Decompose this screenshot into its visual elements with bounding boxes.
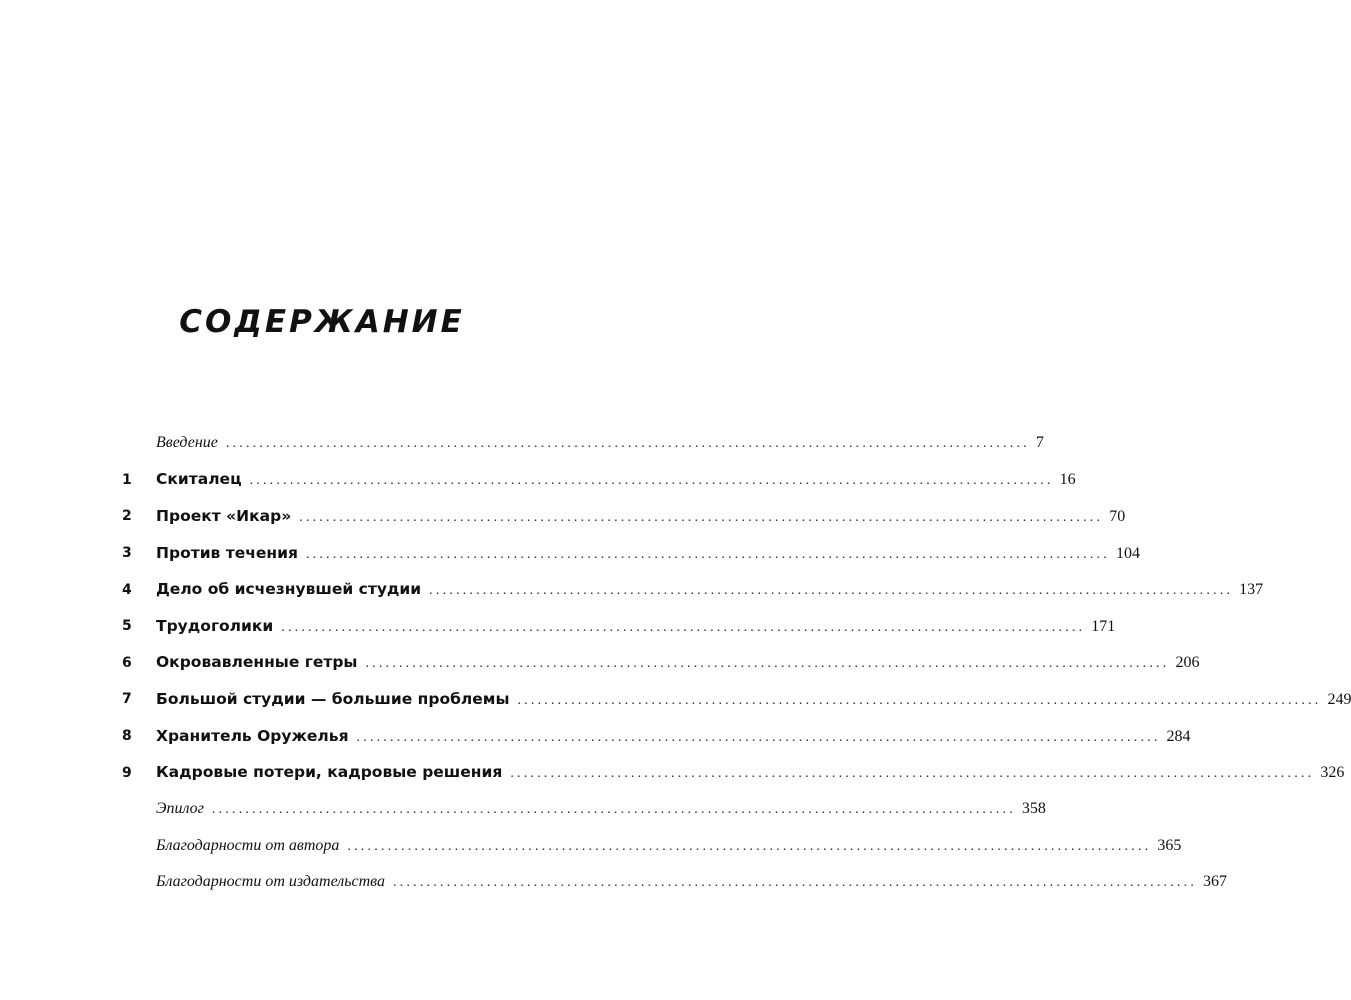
dot-leader: ........................................................................................................................ bbox=[510, 766, 1315, 782]
dot-leader: ........................................................................................................................ bbox=[365, 656, 1170, 672]
toc-entry[interactable] bbox=[122, 828, 1182, 865]
entry-title: Благодарности от автора bbox=[156, 836, 340, 854]
toc-entry[interactable] bbox=[122, 535, 1140, 572]
page-number: 7 bbox=[1035, 434, 1044, 452]
dot-leader: ........................................................................................................................ bbox=[249, 473, 1054, 489]
entry-title: Большой студии — большие проблемы bbox=[156, 689, 510, 708]
toc-entry[interactable] bbox=[122, 498, 1126, 535]
toc-entry[interactable] bbox=[122, 462, 1076, 499]
dot-leader: ........................................................................................................................ bbox=[347, 838, 1152, 854]
dot-leader: ........................................................................................................................ bbox=[281, 619, 1086, 635]
page-number: 104 bbox=[1115, 544, 1140, 562]
page-number: 249 bbox=[1327, 690, 1351, 708]
page-title: СОДЕРЖАНИЕ bbox=[179, 304, 465, 340]
toc-entry[interactable] bbox=[122, 608, 1116, 645]
chapter-number: 8 bbox=[122, 728, 132, 745]
entry-title: Эпилог bbox=[156, 800, 204, 818]
page-number: 70 bbox=[1109, 507, 1126, 525]
entry-title: Проект «Икар» bbox=[156, 506, 292, 525]
page-number: 358 bbox=[1021, 800, 1046, 818]
page-number: 326 bbox=[1320, 764, 1345, 782]
chapter-number: 3 bbox=[122, 545, 132, 562]
chapter-number: 9 bbox=[122, 764, 132, 781]
toc-entry[interactable] bbox=[122, 791, 1046, 828]
dot-leader: ........................................................................................................................ bbox=[393, 875, 1198, 891]
page-number: 284 bbox=[1166, 727, 1191, 745]
chapter-number: 4 bbox=[122, 581, 132, 598]
page-number: 365 bbox=[1157, 836, 1182, 854]
toc-entry[interactable] bbox=[122, 864, 1228, 901]
toc-entry[interactable] bbox=[122, 645, 1200, 682]
entry-title: Скиталец bbox=[156, 470, 242, 489]
page-number: 171 bbox=[1091, 617, 1116, 635]
entry-title: Трудоголики bbox=[156, 616, 274, 635]
page-number: 137 bbox=[1239, 581, 1264, 599]
dot-leader: ........................................................................................................................ bbox=[299, 509, 1104, 525]
page-number: 206 bbox=[1175, 654, 1200, 672]
chapter-number: 7 bbox=[122, 691, 132, 708]
toc-entry[interactable] bbox=[122, 425, 1044, 462]
entry-title: Введение bbox=[156, 434, 218, 452]
chapter-number: 2 bbox=[122, 508, 132, 525]
dot-leader: ........................................................................................................................ bbox=[305, 546, 1110, 562]
dot-leader: ........................................................................................................................ bbox=[429, 583, 1234, 599]
toc-entry[interactable] bbox=[122, 718, 1191, 755]
page-number: 367 bbox=[1203, 873, 1228, 891]
toc-entry[interactable] bbox=[122, 754, 1345, 791]
page-number: 16 bbox=[1059, 471, 1076, 489]
entry-title: Благодарности от издательства bbox=[156, 873, 386, 891]
chapter-number: 6 bbox=[122, 654, 132, 671]
dot-leader: ........................................................................................................................ bbox=[211, 802, 1016, 818]
entry-title: Хранитель Оружелья bbox=[156, 726, 349, 745]
chapter-number: 5 bbox=[122, 618, 132, 635]
dot-leader: ........................................................................................................................ bbox=[356, 729, 1161, 745]
table-of-contents bbox=[122, 425, 1351, 901]
dot-leader: ........................................................................................................................ bbox=[225, 436, 1030, 452]
entry-title: Дело об исчезнувшей студии bbox=[156, 580, 422, 599]
entry-title: Кадровые потери, кадровые решения bbox=[156, 763, 503, 782]
chapter-number: 1 bbox=[122, 471, 132, 488]
toc-entry[interactable] bbox=[122, 571, 1264, 608]
entry-title: Против течения bbox=[156, 543, 298, 562]
toc-entry[interactable] bbox=[122, 681, 1351, 718]
dot-leader: ........................................................................................................................ bbox=[517, 692, 1322, 708]
entry-title: Окровавленные гетры bbox=[156, 653, 358, 672]
